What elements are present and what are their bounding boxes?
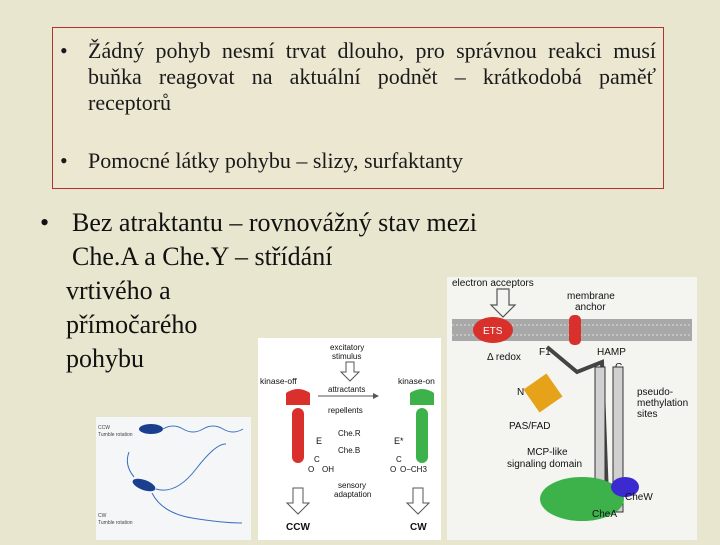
bacterium-icon xyxy=(131,476,157,494)
kinase-off-label: kinase-off xyxy=(260,376,297,386)
oh-label: OH xyxy=(322,465,334,474)
hamp-column xyxy=(595,367,605,487)
e-right-label: E* xyxy=(394,436,404,446)
chew-label: CheW xyxy=(625,492,653,503)
main-line-4: přímočarého xyxy=(66,310,198,339)
box-bullet-1 xyxy=(60,38,656,116)
pas-domain xyxy=(524,374,563,413)
flagellum-icon xyxy=(152,493,242,523)
delta-redox-label: Δ redox xyxy=(487,352,521,363)
och3-label: O−CH3 xyxy=(400,465,427,474)
box-bullet-2 xyxy=(60,148,656,174)
signaling-diagram xyxy=(258,338,441,540)
main-line-3: vrtivého a xyxy=(66,276,171,305)
anchor-label: anchor xyxy=(575,302,606,313)
chea-label: CheA xyxy=(592,509,618,520)
motility-inset xyxy=(96,417,251,540)
box-bullet-2-text: Pomocné látky pohybu – slizy, surfaktanty xyxy=(88,148,463,173)
excitatory-label-2: stimulus xyxy=(332,352,362,361)
bullet-marker: • xyxy=(60,38,68,63)
main-line-5: pohybu xyxy=(66,344,144,373)
electron-acceptors-label: electron acceptors xyxy=(452,278,534,289)
sensory-label-1: sensory xyxy=(338,481,367,490)
c-right-label: C xyxy=(396,455,402,464)
flagellum-icon xyxy=(156,444,226,490)
repellents-label: repellents xyxy=(328,406,363,415)
f1-label: F1 xyxy=(539,347,551,358)
box-bullet-1-text: Žádný pohyb nesmí trvat dlouho, pro správnou reakci musí buňka reagovat na aktuální podnět – krátkodobá paměť receptorů xyxy=(88,38,656,115)
excitatory-label-1: excitatory xyxy=(330,343,365,352)
o-right-label: O xyxy=(390,465,397,474)
pseudo-label-1: pseudo- xyxy=(637,387,674,398)
main-line-2: Che.A a Che.Y – střídání xyxy=(72,242,333,271)
bullet-marker: • xyxy=(60,148,68,173)
flagellum-icon xyxy=(127,452,134,477)
ets-label: ETS xyxy=(483,326,503,337)
o-left-label: O xyxy=(308,465,315,474)
bacterium-icon xyxy=(139,424,163,434)
hamp-label: HAMP xyxy=(597,347,626,358)
sensory-label-2: adaptation xyxy=(334,490,372,499)
arrow-down-icon xyxy=(341,362,359,381)
bullet-marker: • xyxy=(40,208,50,237)
receptor-diagram xyxy=(447,277,697,540)
pseudo-label-2: methylation xyxy=(637,398,689,409)
mcp-label-2: signaling domain xyxy=(507,459,583,470)
c-left-label: C xyxy=(314,455,320,464)
main-line-1: Bez atraktantu – rovnovážný stav mezi xyxy=(72,208,478,237)
inset-label-2: CW xyxy=(98,513,107,519)
arrow-down-icon xyxy=(287,488,309,514)
attractants-label: attractants xyxy=(328,385,366,394)
pseudo-label-3: sites xyxy=(637,409,658,420)
cheb-label: Che.B xyxy=(338,446,361,455)
n-label: N xyxy=(517,387,525,398)
pas-fad-label: PAS/FAD xyxy=(509,421,551,432)
cw-label: CW xyxy=(410,522,427,533)
inset-label-1b: Tumble rotation xyxy=(98,432,133,438)
arrow-down-icon xyxy=(491,289,515,317)
ccw-label: CCW xyxy=(286,522,310,533)
mcp-label-1: MCP-like xyxy=(527,447,568,458)
receptor-top-left xyxy=(286,389,310,405)
receptor-body-left xyxy=(292,408,304,463)
cher-label: Che.R xyxy=(338,429,361,438)
arrow-down-icon xyxy=(407,488,429,514)
e-left-label: E xyxy=(316,436,323,446)
receptor-body-right xyxy=(416,408,428,463)
membrane-anchor xyxy=(569,315,581,345)
membrane-label: membrane xyxy=(567,291,615,302)
inset-label-1: CCW xyxy=(98,425,110,431)
inset-label-2b: Tumble rotation xyxy=(98,520,133,526)
receptor-top-right xyxy=(410,389,434,405)
flagellum-icon xyxy=(163,426,243,432)
kinase-on-label: kinase-on xyxy=(398,376,435,386)
